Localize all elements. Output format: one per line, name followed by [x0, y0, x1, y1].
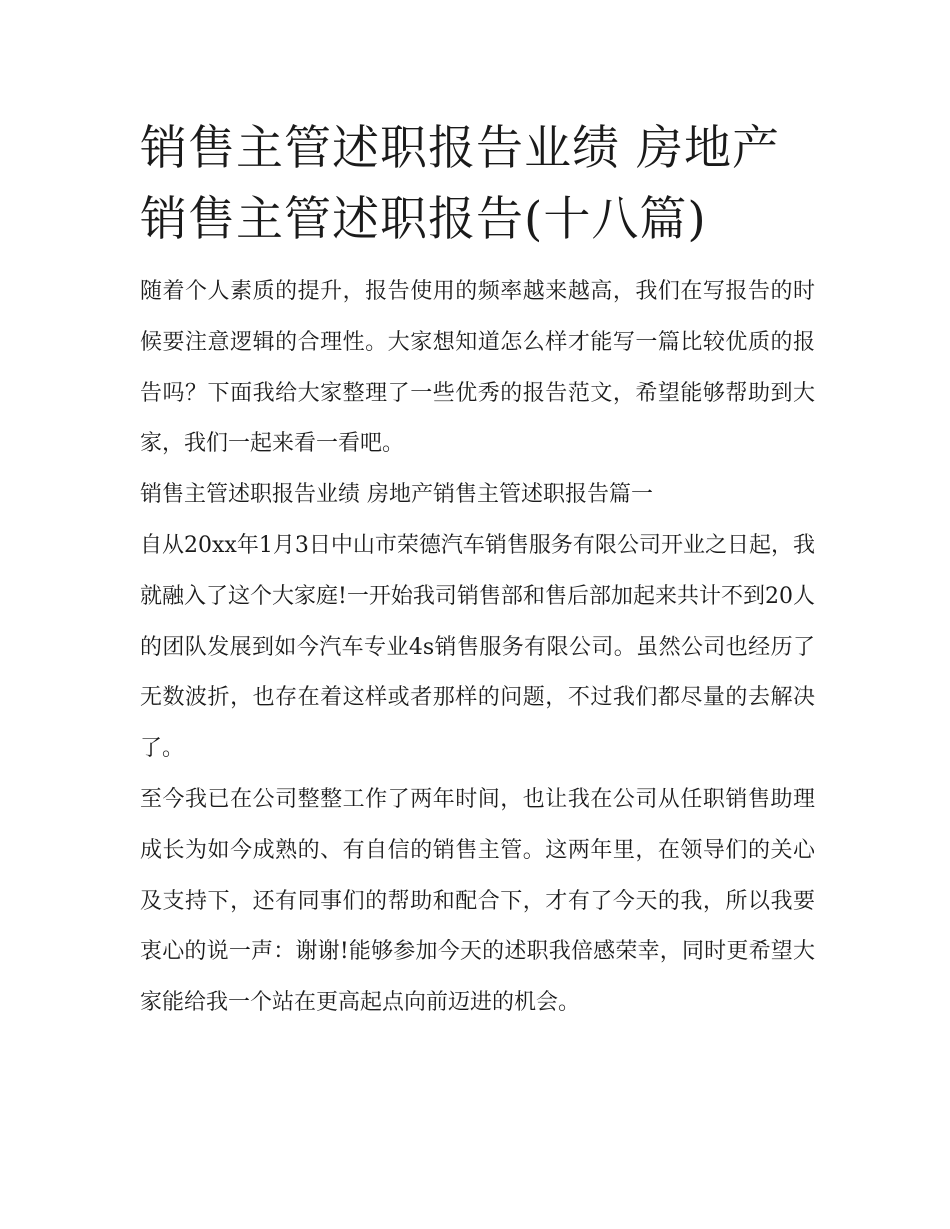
intro-paragraph: 随着个人素质的提升，报告使用的频率越来越高，我们在写报告的时候要注意逻辑的合理性。大家想知道怎么样才能写一篇比较优质的报告吗？下面我给大家整理了一些优秀的报告范文，希望能够帮助到大家，我们一起来看一看吧。	[140, 279, 815, 457]
document-page	[140, 113, 815, 1029]
body-paragraph-2: 至今我已在公司整整工作了两年时间，也让我在公司从任职销售助理成长为如今成熟的、有自信的销售主管。这两年里，在领导们的关心及支持下，还有同事们的帮助和配合下，才有了今天的我，所以我要衷心的说一声：谢谢!能够参加今天的述职我倍感荣幸，同时更希望大家能给我一个站在更高起点向前迈进的机会。	[140, 786, 815, 1016]
body-paragraph-1: 自从20xx年1月3日中山市荣德汽车销售服务有限公司开业之日起，我就融入了这个大家庭!一开始我司销售部和售后部加起来共计不到20人的团队发展到如今汽车专业4s销售服务有限公司。虽然公司也经历了无数波折，也存在着这样或者那样的问题，不过我们都尽量的去解决了。	[140, 532, 815, 762]
document-title: 销售主管述职报告业绩 房地产销售主管述职报告(十八篇)	[140, 121, 780, 247]
section-heading: 销售主管述职报告业绩 房地产销售主管述职报告篇一	[140, 482, 653, 508]
document-body	[140, 267, 815, 1029]
